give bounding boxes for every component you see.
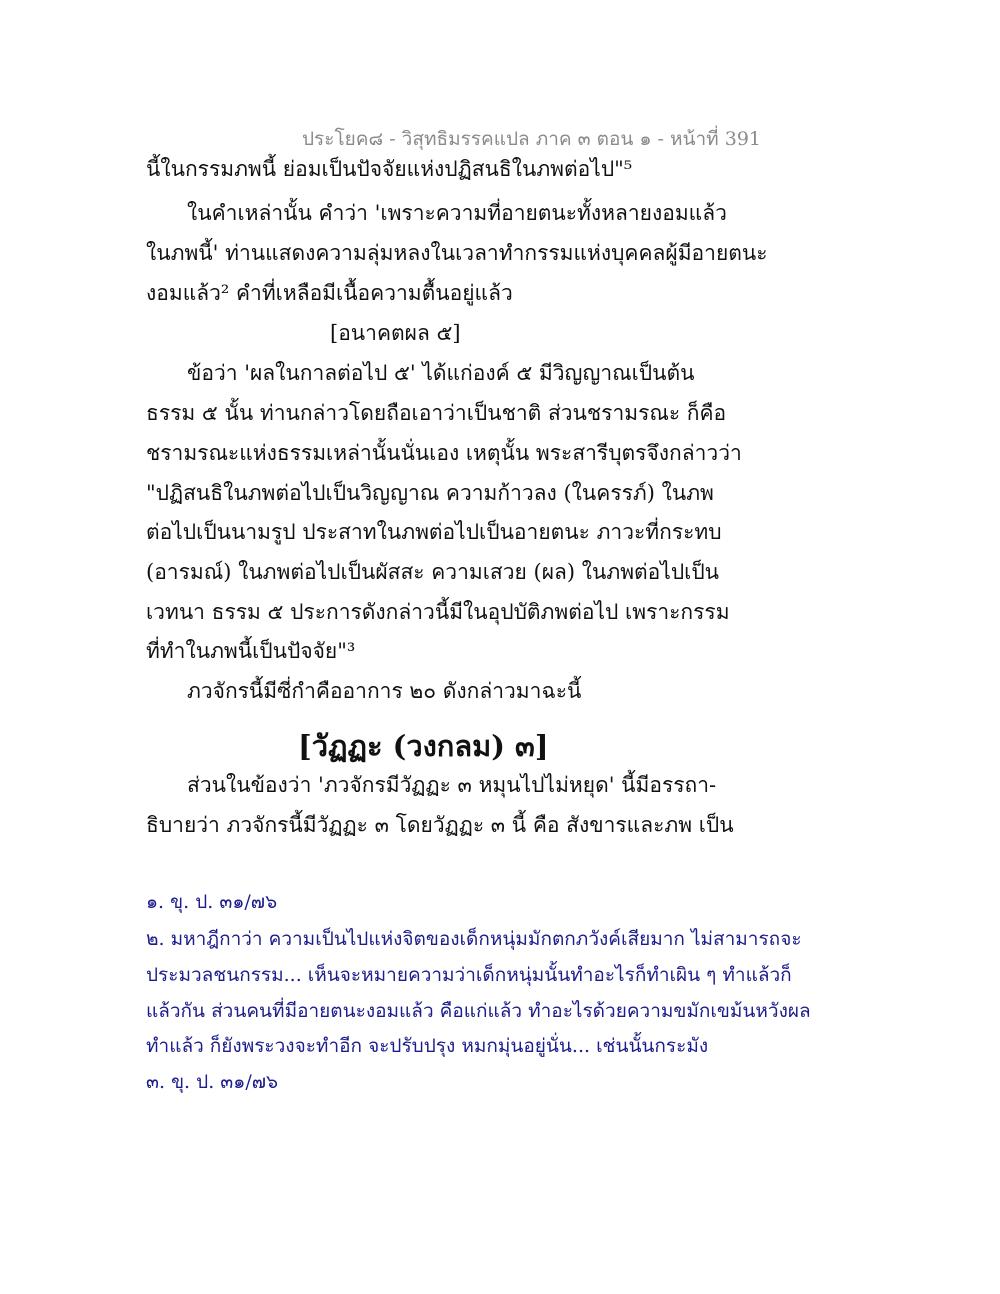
body-line: ข้อว่า 'ผลในกาลต่อไป ๕' ได้แก่องค์ ๕ มีวิญญาณเป็นต้น [187, 361, 695, 385]
footnote: ๓. ขุ. ป. ๓๑/๗๖ [146, 1071, 279, 1093]
body-line: ต่อไปเป็นนามรูป ประสาทในภพต่อไปเป็นอายตนะ ภาวะที่กระทบ [146, 520, 722, 544]
body-line: เวทนา ธรรม ๕ ประการดังกล่าวนี้มีในอุปบัติภพต่อไป เพราะกรรม [146, 600, 730, 624]
body-line: (อารมณ์) ในภพต่อไปเป็นผัสสะ ความเสวย (ผล) ในภพต่อไปเป็น [146, 560, 720, 584]
footnote: แล้วกัน ส่วนคนที่มีอายตนะงอมแล้ว คือแก่แล้ว ทำอะไรด้วยความขมักเขม้นหวังผล [146, 1000, 811, 1022]
body-line: ส่วนในข้องว่า 'ภวจักรมีวัฏฏะ ๓ หมุนไปไม่หยุด' นี้มีอรรถา- [187, 773, 717, 797]
body-line: "ปฏิสนธิในภพต่อไปเป็นวิญญาณ ความก้าวลง (ในครรภ์) ในภพ [146, 481, 714, 505]
section-heading: [วัฏฏะ (วงกลม) ๓] [298, 729, 549, 763]
page-header: ประโยค๘ - วิสุทธิมรรคแปล ภาค ๓ ตอน ๑ - หน้าที่ 391 [302, 128, 762, 150]
footnote: ๒. มหาฎีกาว่า ความเป็นไปแห่งจิตของเด็กหนุ่มมักตกภวังค์เสียมาก ไม่สามารถจะ [146, 928, 802, 950]
body-line: ภวจักรนี้มีซี่กำคืออาการ ๒๐ ดังกล่าวมาฉะนี้ [187, 679, 582, 703]
body-line: ที่ทำในภพนี้เป็นปัจจัย"³ [146, 639, 356, 663]
body-line: นี้ในกรรมภพนี้ ย่อมเป็นปัจจัยแห่งปฏิสนธิในภพต่อไป"⁵ [146, 157, 633, 181]
body-line: ในคำเหล่านั้น คำว่า 'เพราะความที่อายตนะทั้งหลายงอมแล้ว [187, 201, 727, 225]
body-line: ในภพนี้' ท่านแสดงความลุ่มหลงในเวลาทำกรรมแห่งบุคคลผู้มีอายตนะ [146, 241, 768, 265]
body-line: ธิบายว่า ภวจักรนี้มีวัฏฏะ ๓ โดยวัฏฏะ ๓ นี้ คือ สังขารและภพ เป็น [146, 813, 734, 837]
footnote: ทำแล้ว ก็ยังพระวงจะทำอีก จะปรับปรุง หมกมุ่นอยู่นั่น... เช่นนั้นกระมัง [146, 1035, 709, 1057]
footnote: ๑. ขุ. ป. ๓๑/๗๖ [146, 891, 278, 913]
body-line: ชรามรณะแห่งธรรมเหล่านั้นนั่นเอง เหตุนั้น พระสารีบุตรจึงกล่าวว่า [146, 441, 742, 465]
footnote: ประมวลชนกรรม... เห็นจะหมายความว่าเด็กหนุ่มนั้นทำอะไรก็ทำเผิน ๆ ทำแล้วก็ [146, 964, 792, 986]
body-line: ธรรม ๕ นั้น ท่านกล่าวโดยถือเอาว่าเป็นชาติ ส่วนชรามรณะ ก็คือ [146, 401, 727, 425]
subheading: [อนาคตผล ๕] [330, 321, 461, 345]
body-line: งอมแล้ว² คำที่เหลือมีเนื้อความตื้นอยู่แล้ว [146, 281, 513, 305]
